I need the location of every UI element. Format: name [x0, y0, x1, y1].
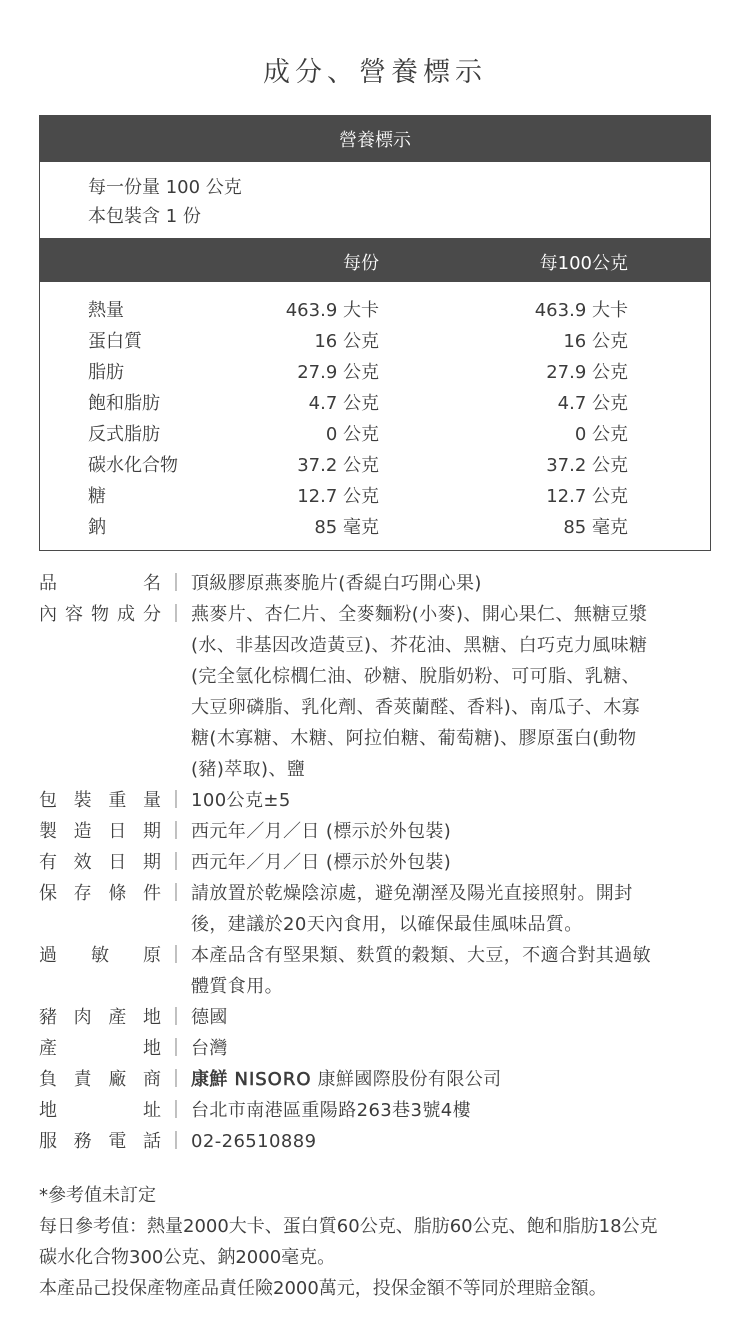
nutrition-row [40, 451, 710, 482]
spec-label-char: 成 [117, 604, 135, 625]
spec-row-address [39, 1095, 714, 1126]
spec-label-char: 負 [39, 1069, 57, 1090]
nutrition-row [40, 482, 710, 513]
nutrient-per-100g: 16 公克 [563, 331, 628, 352]
spec-value [191, 878, 714, 940]
spec-label [39, 878, 161, 909]
notes [39, 1180, 719, 1304]
nutrient-name: 脂肪 [88, 362, 124, 383]
spec-value: 西元年／月／日 (標示於外包裝) [191, 852, 452, 873]
spec-value: 德國 [191, 1007, 228, 1028]
nutrient-name: 糖 [88, 486, 106, 507]
nutrient-per-serving: 4.7 公克 [308, 393, 379, 414]
spec-separator: ｜ [167, 883, 185, 904]
spec-label [39, 785, 161, 816]
spec-label-char: 務 [73, 1131, 92, 1152]
nutrient-per-100g: 27.9 公克 [546, 362, 628, 383]
spec-label [39, 1064, 161, 1095]
servings-per-pack: 本包裝含 1 份 [88, 206, 201, 227]
nutrition-header: 營養標示 [40, 116, 710, 162]
spec-label-char: 地 [143, 1038, 161, 1059]
spec-label-char: 條 [108, 883, 127, 904]
spec-label-char: 件 [142, 883, 161, 904]
spec-value: 100公克±5 [191, 790, 291, 811]
spec-row-manufacturer [39, 1064, 714, 1095]
spec-label-char: 分 [143, 604, 161, 625]
nutrition-facts-table [39, 115, 711, 551]
spec-separator: ｜ [167, 945, 185, 966]
nutrient-per-100g: 12.7 公克 [546, 486, 628, 507]
note-line: 碳水化合物300公克、鈉2000毫克。 [39, 1247, 336, 1268]
spec-label-char: 保 [39, 883, 57, 904]
spec-label-char: 電 [108, 1131, 127, 1152]
spec-value: 西元年／月／日 (標示於外包裝) [191, 821, 452, 842]
spec-separator: ｜ [167, 1100, 185, 1121]
spec-label-char: 豬 [39, 1007, 57, 1028]
spec-row-weight [39, 785, 714, 816]
nutrient-per-serving: 12.7 公克 [297, 486, 379, 507]
product-spec-list [39, 568, 714, 1157]
column-per-serving: 每份 [343, 253, 379, 274]
spec-label-char: 品 [39, 573, 57, 594]
spec-separator: ｜ [167, 790, 185, 811]
spec-row-phone [39, 1126, 714, 1157]
note-line: 本產品己投保產物產品責任險2000萬元，投保金額不等同於理賠金額。 [39, 1278, 607, 1299]
nutrient-name: 碳水化合物 [88, 455, 178, 476]
spec-label [39, 599, 161, 630]
serving-size: 每一份量 100 公克 [88, 177, 242, 198]
spec-value-line: 燕麥片、杏仁片、全麥麵粉(小麥)、開心果仁、無糖豆漿 [191, 604, 648, 625]
spec-separator: ｜ [167, 1069, 185, 1090]
spec-label-char: 日 [108, 852, 127, 873]
spec-row-allergen [39, 940, 714, 1002]
nutrition-row [40, 513, 710, 544]
spec-row-ingredients [39, 599, 714, 785]
spec-label-char: 日 [108, 821, 127, 842]
spec-label-char: 肉 [73, 1007, 92, 1028]
spec-label-char: 重 [108, 790, 127, 811]
spec-label [39, 1033, 161, 1064]
spec-row-mfg-date [39, 816, 714, 847]
spec-label-char: 造 [73, 821, 92, 842]
spec-label-char: 效 [73, 852, 92, 873]
spec-value-line: 糖(木寡糖、木糖、阿拉伯糖、葡萄糖)、膠原蛋白(動物 [191, 728, 637, 749]
spec-separator: ｜ [167, 573, 185, 594]
spec-label-char: 原 [143, 945, 161, 966]
spec-value: 02-26510889 [191, 1131, 317, 1152]
spec-label [39, 816, 161, 847]
nutrient-per-serving: 37.2 公克 [297, 455, 379, 476]
spec-label [39, 568, 161, 599]
note-line: 每日參考值：熱量2000大卡、蛋白質60公克、脂肪60公克、飽和脂肪18公克 [39, 1216, 658, 1237]
spec-label-char: 址 [143, 1100, 161, 1121]
spec-value-line: (完全氫化棕櫚仁油、砂糖、脫脂奶粉、可可脂、乳糖、 [191, 666, 641, 687]
nutrient-per-serving: 463.9 大卡 [285, 300, 379, 321]
spec-label-char: 話 [142, 1131, 161, 1152]
spec-label-char: 服 [39, 1131, 57, 1152]
spec-label-char: 責 [73, 1069, 92, 1090]
spec-label-char: 地 [39, 1100, 57, 1121]
nutrient-per-serving: 27.9 公克 [297, 362, 379, 383]
spec-row-product-name [39, 568, 714, 599]
spec-label-char: 期 [142, 852, 161, 873]
manufacturer-name: 康鮮國際股份有限公司 [317, 1069, 502, 1090]
spec-label-char: 敏 [91, 945, 109, 966]
nutrient-per-serving: 0 公克 [325, 424, 379, 445]
nutrient-per-100g: 0 公克 [574, 424, 628, 445]
nutrient-per-serving: 16 公克 [314, 331, 379, 352]
spec-value: 台北市南港區重陽路263巷3號4樓 [191, 1100, 472, 1121]
spec-value-line: 本產品含有堅果類、麩質的穀類、大豆，不適合對其過敏 [191, 945, 651, 966]
spec-label [39, 847, 161, 878]
spec-value: 台灣 [191, 1038, 228, 1059]
spec-label-char: 期 [142, 821, 161, 842]
spec-value [191, 599, 714, 785]
note-line: *參考值未訂定 [39, 1185, 156, 1206]
nutrient-per-100g: 85 毫克 [563, 517, 628, 538]
spec-value-line: 體質食用。 [191, 976, 283, 997]
nutrition-row [40, 358, 710, 389]
nutrient-name: 熱量 [88, 300, 124, 321]
spec-label-char: 包 [39, 790, 57, 811]
spec-separator: ｜ [167, 1007, 185, 1028]
spec-row-pork-origin [39, 1002, 714, 1033]
nutrient-per-serving: 85 毫克 [314, 517, 379, 538]
serving-info [40, 162, 710, 238]
spec-label-char: 量 [142, 790, 161, 811]
nutrient-name: 蛋白質 [88, 331, 142, 352]
spec-value-line: 請放置於乾燥陰涼處，避免潮溼及陽光直接照射。開封 [191, 883, 633, 904]
spec-label-char: 物 [91, 604, 109, 625]
column-per-100g: 每100公克 [539, 253, 628, 274]
spec-value [191, 940, 714, 1002]
nutrition-row [40, 296, 710, 327]
spec-label [39, 1002, 161, 1033]
spec-value: 頂級膠原燕麥脆片(香緹白巧開心果) [191, 573, 482, 594]
nutrition-row [40, 420, 710, 451]
spec-label-char: 商 [142, 1069, 161, 1090]
spec-label-char: 製 [39, 821, 57, 842]
spec-label-char: 內 [39, 604, 57, 625]
nutrition-row [40, 327, 710, 358]
nutrient-name: 飽和脂肪 [88, 393, 160, 414]
spec-value [191, 1064, 714, 1095]
brand-logo-en: NISORO [234, 1069, 312, 1090]
spec-value-line: 大豆卵磷脂、乳化劑、香莢蘭醛、香料)、南瓜子、木寡 [191, 697, 641, 718]
nutrition-row [40, 389, 710, 420]
spec-label [39, 1126, 161, 1157]
spec-label-char: 名 [143, 573, 161, 594]
spec-separator: ｜ [167, 852, 185, 873]
spec-label [39, 1095, 161, 1126]
brand-logo-cn: 康鮮 [191, 1069, 228, 1090]
spec-separator: ｜ [167, 604, 185, 625]
spec-label-char: 有 [39, 852, 57, 873]
nutrition-column-header [40, 238, 710, 282]
spec-label-char: 存 [73, 883, 92, 904]
spec-separator: ｜ [167, 1038, 185, 1059]
spec-value-line: (水、非基因改造黃豆)、芥花油、黑糖、白巧克力風味糖 [191, 635, 648, 656]
spec-row-exp-date [39, 847, 714, 878]
spec-row-origin [39, 1033, 714, 1064]
nutrient-per-100g: 4.7 公克 [557, 393, 628, 414]
spec-value-line: 後，建議於20天內食用，以確保最佳風味品質。 [191, 914, 583, 935]
spec-label-char: 地 [142, 1007, 161, 1028]
spec-row-storage [39, 878, 714, 940]
spec-label-char: 裝 [73, 790, 92, 811]
nutrient-name: 反式脂肪 [88, 424, 160, 445]
nutrient-name: 鈉 [88, 517, 106, 538]
spec-label-char: 產 [108, 1007, 127, 1028]
nutrient-per-100g: 37.2 公克 [546, 455, 628, 476]
spec-label-char: 產 [39, 1038, 57, 1059]
nutrition-rows [40, 282, 710, 544]
spec-label-char: 廠 [108, 1069, 127, 1090]
nutrient-per-100g: 463.9 大卡 [534, 300, 628, 321]
brand-logo [191, 1064, 312, 1095]
spec-label [39, 940, 161, 971]
page-title: 成分、營養標示 [263, 57, 487, 88]
spec-value-line: (豬)萃取)、鹽 [191, 759, 306, 780]
spec-separator: ｜ [167, 1131, 185, 1152]
spec-label-char: 過 [39, 945, 57, 966]
spec-label-char: 容 [65, 604, 83, 625]
spec-separator: ｜ [167, 821, 185, 842]
